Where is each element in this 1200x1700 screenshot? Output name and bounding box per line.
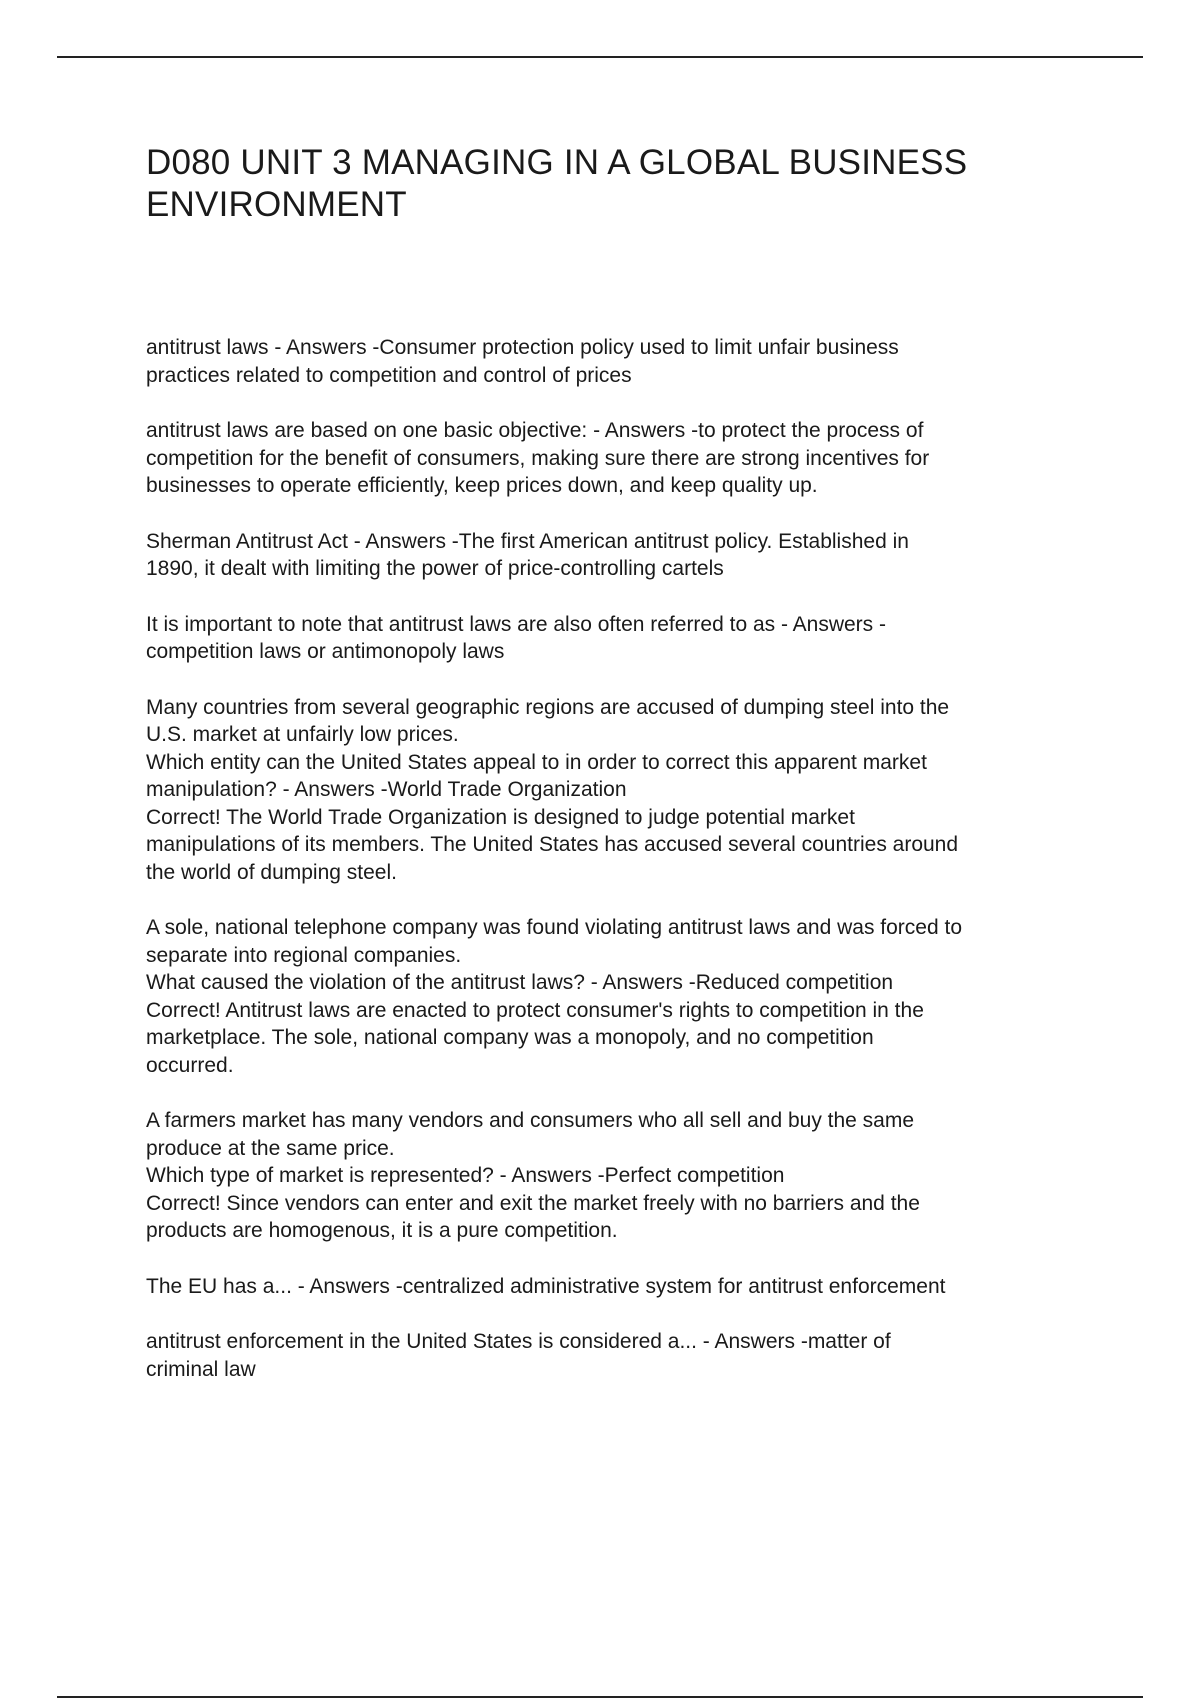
entry-line: Sherman Antitrust Act - Answers -The first American antitrust policy. Established in (146, 529, 909, 553)
document-body (146, 142, 1096, 1411)
entry-line: The EU has a... - Answers -centralized administrative system for antitrust enforcement (146, 1274, 946, 1298)
entry-line: Correct! Antitrust laws are enacted to protect consumer's rights to competition in the (146, 998, 924, 1022)
qa-entry (146, 611, 1096, 666)
entry-line: Many countries from several geographic regions are accused of dumping steel into the (146, 695, 950, 719)
entry-line: manipulations of its members. The United States has accused several countries around (146, 833, 959, 856)
entry-line: What caused the violation of the antitrust laws? - Answers -Reduced competition (146, 971, 894, 994)
entry-line: A sole, national telephone company was found violating antitrust laws and was forced to (146, 916, 962, 939)
document-title-line: ENVIRONMENT (146, 185, 407, 224)
entry-line: antitrust laws - Answers -Consumer protection policy used to limit unfair business (146, 336, 899, 359)
qa-entry (146, 528, 1096, 583)
entry-line: the world of dumping steel. (146, 860, 397, 884)
qa-entry (146, 334, 1096, 389)
entry-line: products are homogenous, it is a pure competition. (146, 1219, 618, 1242)
entry-line: Correct! Since vendors can enter and exit the market freely with no barriers and the (146, 1191, 920, 1215)
entry-line: marketplace. The sole, national company was a monopoly, and no competition (146, 1026, 874, 1049)
qa-entry (146, 1328, 1096, 1383)
entry-line: criminal law (146, 1357, 256, 1381)
entry-line: practices related to competition and control of prices (146, 363, 632, 387)
entry-line: competition laws or antimonopoly laws (146, 640, 505, 663)
entry-line: Which type of market is represented? - Answers -Perfect competition (146, 1164, 785, 1187)
entry-line: It is important to note that antitrust laws are also often referred to as - Answers - (146, 612, 887, 636)
entry-line: antitrust enforcement in the United States is considered a... - Answers -matter of (146, 1330, 891, 1353)
qa-entry (146, 1273, 1096, 1301)
entry-line: separate into regional companies. (146, 943, 462, 967)
document-title (146, 142, 1096, 226)
entry-line: manipulation? - Answers -World Trade Organization (146, 778, 627, 801)
qa-entry (146, 417, 1096, 500)
entry-line: businesses to operate efficiently, keep prices down, and keep quality up. (146, 474, 818, 497)
entry-line: competition for the benefit of consumers, making sure there are strong incentives for (146, 446, 930, 470)
entry-line: U.S. market at unfairly low prices. (146, 723, 459, 746)
document-title-line: D080 UNIT 3 MANAGING IN A GLOBAL BUSINESS (146, 143, 968, 182)
entry-line: A farmers market has many vendors and consumers who all sell and buy the same (146, 1109, 915, 1132)
entry-line: antitrust laws are based on one basic objective: - Answers -to protect the process of (146, 419, 924, 442)
entry-line: Which entity can the United States appeal to in order to correct this apparent market (146, 750, 927, 774)
header-divider (57, 56, 1143, 58)
qa-entry (146, 694, 1096, 887)
entry-line: occurred. (146, 1053, 234, 1077)
qa-entry (146, 914, 1096, 1079)
entry-line: produce at the same price. (146, 1136, 395, 1160)
qa-entry (146, 1107, 1096, 1245)
footer-divider (57, 1696, 1143, 1698)
entry-line: 1890, it dealt with limiting the power of price-controlling cartels (146, 557, 724, 580)
entry-line: Correct! The World Trade Organization is designed to judge potential market (146, 805, 855, 829)
